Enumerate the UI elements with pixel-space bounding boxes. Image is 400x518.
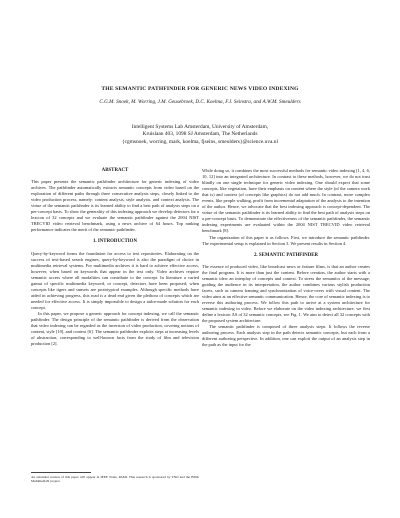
body-paragraph: The semantic pathfinder is composed of three analysis steps. It follows the reverse authoring process. Each analysis step in the path detects semantic concepts, but each from a different authoring perspective. In addition, one can exploit the output of an analysis step in the path as the input for the — [202, 324, 370, 348]
footnote: An extended version of this paper will appear in IEEE Trans. PAMI. This research is sponsored by TNO and the BSIK MultimediaN project. — [31, 475, 199, 484]
abstract-heading: ABSTRACT — [101, 168, 129, 173]
intro-paragraph: Query-by-keyword forms the foundation for access to text repositories. Elaborating on the success of text-based search engines, query-by-keyword is also the paradigm of choice in multimedia retrieval systems. For multimedia archives it is hard to achieve effective access, however, when based on keywords that appear in the text only. Video archives require semantic access where all modalities can contribute to the concept. In literature a varied gamut of specific multimedia keyword, or concept, detectors have been proposed; when concepts like tigers and sunsets are prototypical examples. Although specific methods have aided in achieving progress, this road is a dead end given the plethora of concepts which are needed for effective access. It is simply impossible to design a tailor-made solution for each concept. — [31, 250, 199, 310]
affiliation-line: Intelligent Systems Lab Amsterdam, University of Amsterdam, — [131, 124, 269, 130]
affiliation-block — [0, 124, 400, 146]
left-column — [31, 168, 199, 347]
section-heading-introduction: 1. INTRODUCTION — [92, 239, 138, 245]
author-list: C.G.M. Snoek, M. Worring, J.M. Geusebroek, D.C. Koelma, F.J. Seinstra, and A.W.M. Smeulders — [99, 99, 301, 105]
affiliation-line: Kruislaan 403, 1098 SJ Amsterdam, The Netherlands — [142, 131, 258, 138]
body-paragraph: The essence of produced video, like broadcast news or feature films, is that an author creates the final program. It is more than just the content. Before creation, the author starts with a semantic idea: an interplay of concepts and context. To stress the semantics of the message, guiding the audience in its interpretation, the author combines various stylish production facets, such as camera framing and synchronization of voice-overs with visual content. The video aims at an effective semantic communication. Hence, the core of semantic indexing is to reverse this authoring process. We follow this path to arrive at a system architecture for semantic indexing in video. Before we elaborate on the video indexing architecture, we first define a lexicon ΛS of 32 semantic concepts, see Fig. 1. We aim to detect all 32 concepts with the proposed system architecture. — [202, 263, 370, 324]
section-heading-semantic-pathfinder: 2. SEMANTIC PATHFINDER — [253, 252, 319, 258]
right-column — [202, 168, 370, 348]
affiliation-line: {cgmsnoek, worring, mark, koelma, fjseins, smeulders}@science.uva.nl — [122, 138, 278, 145]
paper-title: THE SEMANTIC PATHFINDER FOR GENERIC NEWS VIDEO INDEXING — [101, 86, 299, 92]
intro-paragraph: In this paper, we propose a generic approach for concept indexing, we call the semantic pathfinder. The design principle of the semantic pathfinder is derived from the observation that video indexing can be regarded as the inversion of video production, covering notions of content, style [10], and context [6]. The semantic pathfinder exploits steps at increasing levels of abstraction, corresponding to well-known facts from the study of film and television production [2]. — [31, 310, 199, 347]
abstract-text: This paper presents the semantic pathfinder architecture for generic indexing of video archives. The pathfinder automatically extracts semantic concepts from video based on the exploration of different paths through three consecutive analysis steps, closely linked to the video production process, namely: content analysis, style analysis, and context analysis. The virtue of the semantic pathfinder is its learned ability to find a best path of analysis steps on a per-concept basis. To show the generality of this indexing approach we develop detectors for a lexicon of 32 concepts and we evaluate the semantic pathfinder against the 2004 NIST TRECVID video retrieval benchmark, using a news archive of 64 hours. Top ranking performance indicates the merit of the semantic pathfinder. — [31, 179, 199, 233]
footnote-divider — [31, 472, 91, 473]
body-paragraph: The organization of this paper is as follows. First, we introduce the semantic pathfinder. The experimental setup is explained in Section 3. We present results in Section 4. — [202, 234, 370, 246]
body-paragraph: While doing so, it combines the most successful methods for semantic video indexing [1, 4, 6, 10, 12] into an integrated architecture. In contrast to these methods, however, we do not trust blindly on one single technique for generic video indexing. One should expect that some concepts, like vegetation, have their emphasis on content where the style (of the camera work that is) and context (of concepts like graphics) do not add much. In contrast, more complex events, like people walking, profit from incremental adaptation of the analysis to the intention of the author. Hence, we advocate that the best indexing approach is concept-dependent. The virtue of the semantic pathfinder is its learned ability to find the best path of analysis steps on a per-concept basis. To demonstrate the effectiveness of the semantic pathfinder, the semantic indexing experiments are evaluated within the 2004 NIST TRECVID video retrieval benchmark [8]. — [202, 168, 370, 234]
